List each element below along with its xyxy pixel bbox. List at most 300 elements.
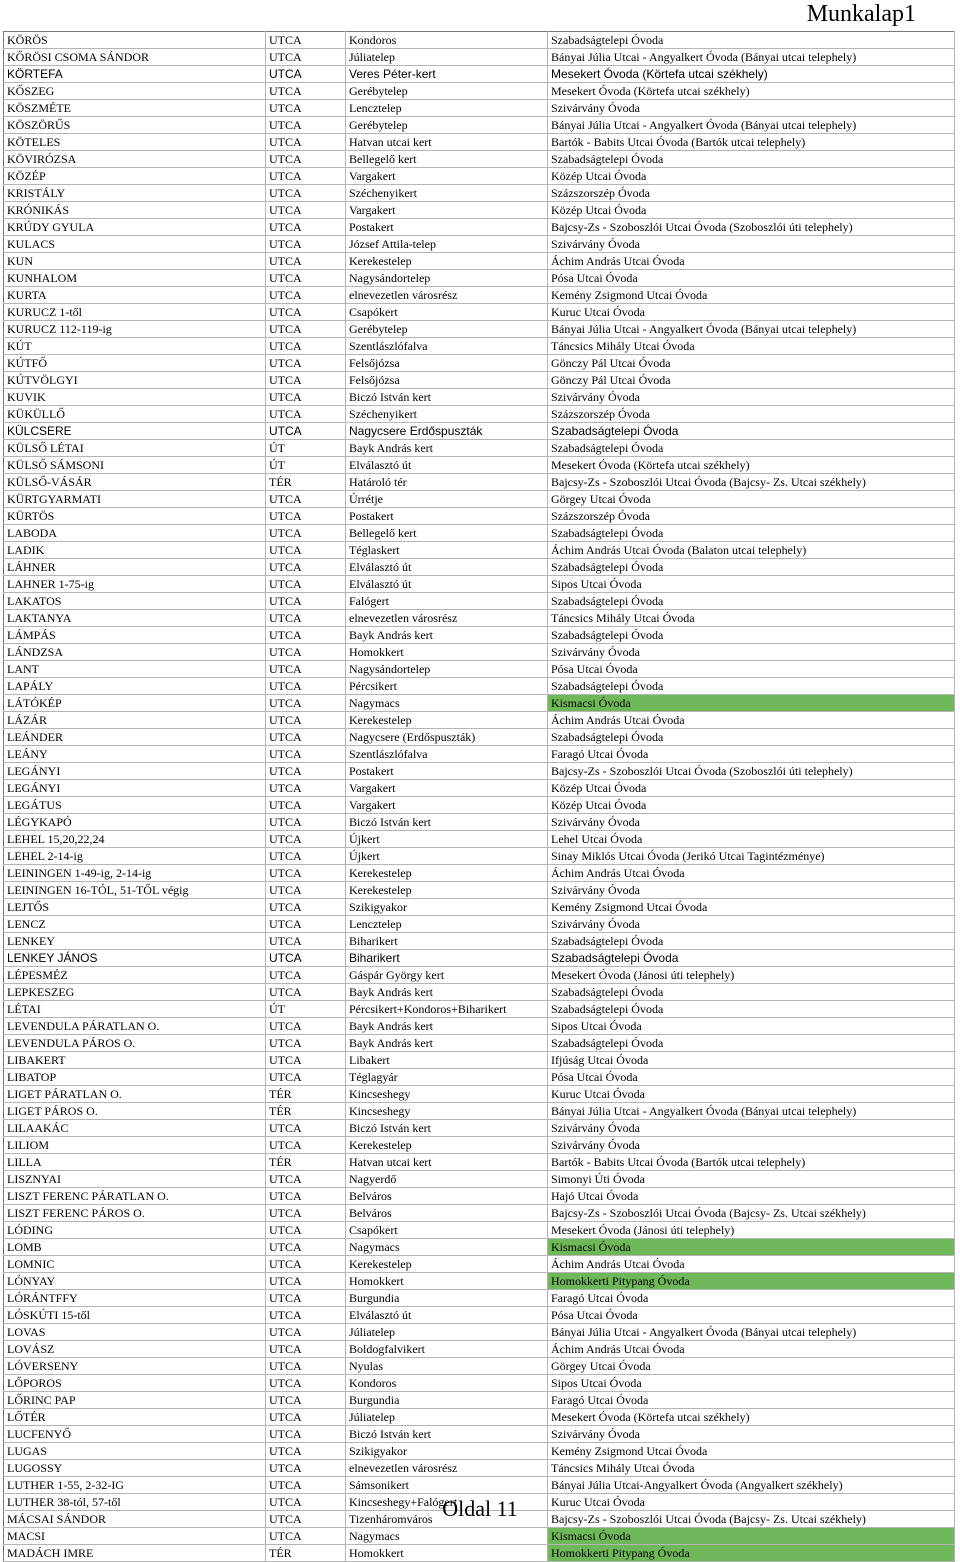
kindergarten-cell[interactable]: Ifjúság Utcai Óvoda — [548, 1052, 955, 1069]
street-cell[interactable]: LUGAS — [4, 1443, 266, 1460]
street-cell[interactable]: LUTHER 38-tól, 57-től — [4, 1494, 266, 1511]
street-cell[interactable]: LISZT FERENC PÁRATLAN O. — [4, 1188, 266, 1205]
district-cell[interactable]: Postakert — [346, 763, 548, 780]
kindergarten-cell[interactable]: Pósa Utcai Óvoda — [548, 661, 955, 678]
type-cell[interactable]: UTCA — [266, 1120, 346, 1137]
kindergarten-cell[interactable]: Szabadságtelepi Óvoda — [548, 950, 955, 967]
street-cell[interactable]: KÖSZÖRŰS — [4, 117, 266, 134]
kindergarten-cell[interactable]: Szivárvány Óvoda — [548, 882, 955, 899]
type-cell[interactable]: UTCA — [266, 1239, 346, 1256]
kindergarten-cell[interactable]: Faragó Utcai Óvoda — [548, 746, 955, 763]
kindergarten-cell[interactable]: Szivárvány Óvoda — [548, 916, 955, 933]
type-cell[interactable]: UTCA — [266, 491, 346, 508]
street-cell[interactable]: KRISTÁLY — [4, 185, 266, 202]
type-cell[interactable]: UTCA — [266, 1188, 346, 1205]
district-cell[interactable]: Kondoros — [346, 32, 548, 49]
type-cell[interactable]: UTCA — [266, 1494, 346, 1511]
kindergarten-cell[interactable]: Szabadságtelepi Óvoda — [548, 1001, 955, 1018]
street-cell[interactable]: KÖTELES — [4, 134, 266, 151]
kindergarten-cell[interactable]: Százszorszép Óvoda — [548, 508, 955, 525]
street-cell[interactable]: LEÁNDER — [4, 729, 266, 746]
kindergarten-cell[interactable]: Sipos Utcai Óvoda — [548, 1375, 955, 1392]
district-cell[interactable]: Pércsikert — [346, 678, 548, 695]
kindergarten-cell[interactable]: Görgey Utcai Óvoda — [548, 1358, 955, 1375]
kindergarten-cell[interactable]: Bányai Júlia Utcai - Angyalkert Óvoda (Bányai utcai telephely) — [548, 49, 955, 66]
district-cell[interactable]: Kerekestelep — [346, 865, 548, 882]
type-cell[interactable]: UTCA — [266, 406, 346, 423]
district-cell[interactable]: Homokkert — [346, 644, 548, 661]
kindergarten-cell[interactable]: Táncsics Mihály Utcai Óvoda — [548, 338, 955, 355]
kindergarten-cell[interactable]: Szabadságtelepi Óvoda — [548, 627, 955, 644]
street-cell[interactable]: KÖRÖS — [4, 32, 266, 49]
district-cell[interactable]: Kincseshegy — [346, 1103, 548, 1120]
type-cell[interactable]: UTCA — [266, 134, 346, 151]
type-cell[interactable]: UTCA — [266, 797, 346, 814]
district-cell[interactable]: Nagysándortelep — [346, 270, 548, 287]
street-cell[interactable]: LEGÁTUS — [4, 797, 266, 814]
district-cell[interactable]: Bayk András kert — [346, 1018, 548, 1035]
kindergarten-cell[interactable]: Bajcsy-Zs - Szoboszlói Utcai Óvoda (Bajcsy- Zs. Utcai székhely) — [548, 1511, 955, 1528]
street-cell[interactable]: KÖVIRÓZSA — [4, 151, 266, 168]
type-cell[interactable]: UTCA — [266, 831, 346, 848]
street-cell[interactable]: LOMB — [4, 1239, 266, 1256]
type-cell[interactable]: UTCA — [266, 32, 346, 49]
street-cell[interactable]: KULACS — [4, 236, 266, 253]
kindergarten-cell[interactable]: Bányai Júlia Utcai - Angyalkert Óvoda (Bányai utcai telephely) — [548, 1324, 955, 1341]
kindergarten-cell[interactable]: Mesekert Óvoda (Körtefa utcai székhely) — [548, 457, 955, 474]
street-cell[interactable]: LOVÁSZ — [4, 1341, 266, 1358]
district-cell[interactable]: Gerébytelep — [346, 83, 548, 100]
type-cell[interactable]: UTCA — [266, 270, 346, 287]
kindergarten-cell[interactable]: Százszorszép Óvoda — [548, 406, 955, 423]
type-cell[interactable]: UTCA — [266, 1273, 346, 1290]
kindergarten-cell[interactable]: Pósa Utcai Óvoda — [548, 1069, 955, 1086]
street-cell[interactable]: KURTA — [4, 287, 266, 304]
type-cell[interactable]: UTCA — [266, 576, 346, 593]
kindergarten-cell[interactable]: Százszorszép Óvoda — [548, 185, 955, 202]
street-cell[interactable]: LEHEL 15,20,22,24 — [4, 831, 266, 848]
type-cell[interactable]: UTCA — [266, 967, 346, 984]
street-cell[interactable]: KRÚDY GYULA — [4, 219, 266, 236]
type-cell[interactable]: UTCA — [266, 916, 346, 933]
street-cell[interactable]: LEVENDULA PÁRATLAN O. — [4, 1018, 266, 1035]
street-cell[interactable]: LAPÁLY — [4, 678, 266, 695]
street-cell[interactable]: LÓDING — [4, 1222, 266, 1239]
street-cell[interactable]: LÓSKÚTI 15-től — [4, 1307, 266, 1324]
district-cell[interactable]: Bayk András kert — [346, 1035, 548, 1052]
kindergarten-cell[interactable]: Sinay Miklós Utcai Óvoda (Jerikó Utcai Tagintézménye) — [548, 848, 955, 865]
street-cell[interactable]: LAKTANYA — [4, 610, 266, 627]
district-cell[interactable]: Vargakert — [346, 168, 548, 185]
type-cell[interactable]: UTCA — [266, 1528, 346, 1545]
type-cell[interactable]: UTCA — [266, 678, 346, 695]
type-cell[interactable]: UTCA — [266, 780, 346, 797]
type-cell[interactable]: UTCA — [266, 1290, 346, 1307]
type-cell[interactable]: UTCA — [266, 185, 346, 202]
type-cell[interactable]: UTCA — [266, 372, 346, 389]
kindergarten-cell[interactable]: Bajcsy-Zs - Szoboszlói Utcai Óvoda (Bajcsy- Zs. Utcai székhely) — [548, 1205, 955, 1222]
kindergarten-cell[interactable]: Áchim András Utcai Óvoda — [548, 253, 955, 270]
district-cell[interactable]: Falógert — [346, 593, 548, 610]
kindergarten-cell[interactable]: Bányai Júlia Utcai-Angyalkert Óvoda (Angyalkert székhely) — [548, 1477, 955, 1494]
kindergarten-cell[interactable]: Táncsics Mihály Utcai Óvoda — [548, 610, 955, 627]
kindergarten-cell[interactable]: Közép Utcai Óvoda — [548, 202, 955, 219]
street-cell[interactable]: LANT — [4, 661, 266, 678]
district-cell[interactable]: Nagycsere (Erdőspuszták) — [346, 729, 548, 746]
type-cell[interactable]: UTCA — [266, 1052, 346, 1069]
kindergarten-cell[interactable]: Szivárvány Óvoda — [548, 644, 955, 661]
kindergarten-cell[interactable]: Közép Utcai Óvoda — [548, 780, 955, 797]
type-cell[interactable]: UTCA — [266, 117, 346, 134]
district-cell[interactable]: Lencztelep — [346, 916, 548, 933]
street-cell[interactable]: LÁNDZSA — [4, 644, 266, 661]
district-cell[interactable]: Kerekestelep — [346, 882, 548, 899]
district-cell[interactable]: Nagymacs — [346, 1239, 548, 1256]
type-cell[interactable]: UTCA — [266, 627, 346, 644]
street-cell[interactable]: LŐPOROS — [4, 1375, 266, 1392]
kindergarten-cell[interactable]: Mesekert Óvoda (Körtefa utcai székhely) — [548, 66, 955, 83]
kindergarten-cell[interactable]: Kismacsi Óvoda — [548, 1239, 955, 1256]
kindergarten-cell[interactable]: Pósa Utcai Óvoda — [548, 1307, 955, 1324]
type-cell[interactable]: UTCA — [266, 1341, 346, 1358]
type-cell[interactable]: UTCA — [266, 661, 346, 678]
district-cell[interactable]: Lencztelep — [346, 100, 548, 117]
district-cell[interactable]: Postakert — [346, 508, 548, 525]
type-cell[interactable]: UTCA — [266, 1477, 346, 1494]
type-cell[interactable]: UTCA — [266, 338, 346, 355]
street-cell[interactable]: LEGÁNYI — [4, 780, 266, 797]
street-cell[interactable]: LIBATOP — [4, 1069, 266, 1086]
street-cell[interactable]: KÜLSŐ LÉTAI — [4, 440, 266, 457]
type-cell[interactable]: TÉR — [266, 1545, 346, 1562]
type-cell[interactable]: UTCA — [266, 1511, 346, 1528]
district-cell[interactable]: Csapókert — [346, 1222, 548, 1239]
type-cell[interactable]: UTCA — [266, 1375, 346, 1392]
type-cell[interactable]: UTCA — [266, 151, 346, 168]
district-cell[interactable]: Széchenyikert — [346, 406, 548, 423]
type-cell[interactable]: UTCA — [266, 1171, 346, 1188]
street-cell[interactable]: LOVAS — [4, 1324, 266, 1341]
street-cell[interactable]: KÖSZMÉTE — [4, 100, 266, 117]
district-cell[interactable]: Határoló tér — [346, 474, 548, 491]
kindergarten-cell[interactable]: Áchim András Utcai Óvoda (Balaton utcai telephely) — [548, 542, 955, 559]
district-cell[interactable]: Kincseshegy — [346, 1086, 548, 1103]
district-cell[interactable]: Biczó István kert — [346, 389, 548, 406]
street-cell[interactable]: LABODA — [4, 525, 266, 542]
district-cell[interactable]: elnevezetlen városrész — [346, 610, 548, 627]
type-cell[interactable]: UTCA — [266, 83, 346, 100]
type-cell[interactable]: UTCA — [266, 1426, 346, 1443]
kindergarten-cell[interactable]: Szabadságtelepi Óvoda — [548, 984, 955, 1001]
district-cell[interactable]: Belváros — [346, 1205, 548, 1222]
kindergarten-cell[interactable]: Közép Utcai Óvoda — [548, 168, 955, 185]
district-cell[interactable]: Tizenháromváros — [346, 1511, 548, 1528]
district-cell[interactable]: Téglagyár — [346, 1069, 548, 1086]
kindergarten-cell[interactable]: Faragó Utcai Óvoda — [548, 1290, 955, 1307]
district-cell[interactable]: Postakert — [346, 219, 548, 236]
type-cell[interactable]: UTCA — [266, 1205, 346, 1222]
street-cell[interactable]: MACSI — [4, 1528, 266, 1545]
street-cell[interactable]: KUN — [4, 253, 266, 270]
district-cell[interactable]: Nyulas — [346, 1358, 548, 1375]
type-cell[interactable]: UTCA — [266, 236, 346, 253]
type-cell[interactable]: ÚT — [266, 457, 346, 474]
street-cell[interactable]: LAHNER 1-75-ig — [4, 576, 266, 593]
type-cell[interactable]: ÚT — [266, 440, 346, 457]
type-cell[interactable]: TÉR — [266, 1086, 346, 1103]
type-cell[interactable]: UTCA — [266, 559, 346, 576]
kindergarten-cell[interactable]: Pósa Utcai Óvoda — [548, 270, 955, 287]
district-cell[interactable]: Nagysándortelep — [346, 661, 548, 678]
street-cell[interactable]: LUCFENYŐ — [4, 1426, 266, 1443]
district-cell[interactable]: Hatvan utcai kert — [346, 1154, 548, 1171]
type-cell[interactable]: UTCA — [266, 712, 346, 729]
type-cell[interactable]: TÉR — [266, 1154, 346, 1171]
street-cell[interactable]: LUTHER 1-55, 2-32-IG — [4, 1477, 266, 1494]
kindergarten-cell[interactable]: Bartók - Babits Utcai Óvoda (Bartók utcai telephely) — [548, 134, 955, 151]
kindergarten-cell[interactable]: Szabadságtelepi Óvoda — [548, 593, 955, 610]
kindergarten-cell[interactable]: Bajcsy-Zs - Szoboszlói Utcai Óvoda (Szoboszlói úti telephely) — [548, 219, 955, 236]
type-cell[interactable]: UTCA — [266, 593, 346, 610]
type-cell[interactable]: UTCA — [266, 1256, 346, 1273]
kindergarten-cell[interactable]: Áchim András Utcai Óvoda — [548, 712, 955, 729]
district-cell[interactable]: Burgundia — [346, 1290, 548, 1307]
kindergarten-cell[interactable]: Kuruc Utcai Óvoda — [548, 1086, 955, 1103]
street-cell[interactable]: LENCZ — [4, 916, 266, 933]
district-cell[interactable]: Újkert — [346, 831, 548, 848]
kindergarten-cell[interactable]: Bányai Júlia Utcai - Angyalkert Óvoda (Bányai utcai telephely) — [548, 117, 955, 134]
district-cell[interactable]: Bellegelő kert — [346, 151, 548, 168]
district-cell[interactable]: Biharikert — [346, 950, 548, 967]
district-cell[interactable]: Vargakert — [346, 797, 548, 814]
street-cell[interactable]: LENKEY — [4, 933, 266, 950]
district-cell[interactable]: Elválasztó út — [346, 1307, 548, 1324]
kindergarten-cell[interactable]: Kismacsi Óvoda — [548, 1528, 955, 1545]
type-cell[interactable]: UTCA — [266, 1018, 346, 1035]
type-cell[interactable]: UTCA — [266, 304, 346, 321]
district-cell[interactable]: elnevezetlen városrész — [346, 287, 548, 304]
district-cell[interactable]: Újkert — [346, 848, 548, 865]
kindergarten-cell[interactable]: Szabadságtelepi Óvoda — [548, 440, 955, 457]
district-cell[interactable]: Biharikert — [346, 933, 548, 950]
kindergarten-cell[interactable]: Kuruc Utcai Óvoda — [548, 304, 955, 321]
district-cell[interactable]: Homokkert — [346, 1273, 548, 1290]
district-cell[interactable]: Bellegelő kert — [346, 525, 548, 542]
kindergarten-cell[interactable]: Szivárvány Óvoda — [548, 1137, 955, 1154]
street-cell[interactable]: LÓRÁNTFFY — [4, 1290, 266, 1307]
district-cell[interactable]: Gáspár György kert — [346, 967, 548, 984]
street-cell[interactable]: LÁMPÁS — [4, 627, 266, 644]
type-cell[interactable]: UTCA — [266, 763, 346, 780]
kindergarten-cell[interactable]: Szivárvány Óvoda — [548, 814, 955, 831]
street-cell[interactable]: KÖRTEFA — [4, 66, 266, 83]
kindergarten-cell[interactable]: Közép Utcai Óvoda — [548, 797, 955, 814]
kindergarten-cell[interactable]: Gönczy Pál Utcai Óvoda — [548, 355, 955, 372]
type-cell[interactable]: UTCA — [266, 100, 346, 117]
street-cell[interactable]: LADIK — [4, 542, 266, 559]
district-cell[interactable]: Szikigyakor — [346, 1443, 548, 1460]
district-cell[interactable]: Homokkert — [346, 1545, 548, 1562]
type-cell[interactable]: UTCA — [266, 882, 346, 899]
kindergarten-cell[interactable]: Szivárvány Óvoda — [548, 236, 955, 253]
type-cell[interactable]: UTCA — [266, 644, 346, 661]
type-cell[interactable]: UTCA — [266, 355, 346, 372]
district-cell[interactable]: Biczó István kert — [346, 814, 548, 831]
street-cell[interactable]: LISZNYAI — [4, 1171, 266, 1188]
kindergarten-cell[interactable]: Mesekert Óvoda (Körtefa utcai székhely) — [548, 1409, 955, 1426]
district-cell[interactable]: Júliatelep — [346, 1324, 548, 1341]
street-cell[interactable]: LIGET PÁROS O. — [4, 1103, 266, 1120]
kindergarten-cell[interactable]: Szivárvány Óvoda — [548, 389, 955, 406]
district-cell[interactable]: Vargakert — [346, 780, 548, 797]
street-cell[interactable]: KÚT — [4, 338, 266, 355]
street-cell[interactable]: LEÁNY — [4, 746, 266, 763]
street-cell[interactable]: KÚTVÖLGYI — [4, 372, 266, 389]
district-cell[interactable]: Hatvan utcai kert — [346, 134, 548, 151]
district-cell[interactable]: Széchenyikert — [346, 185, 548, 202]
kindergarten-cell[interactable]: Bajcsy-Zs - Szoboszlói Utcai Óvoda (Bajcsy- Zs. Utcai székhely) — [548, 474, 955, 491]
street-cell[interactable]: MADÁCH IMRE — [4, 1545, 266, 1562]
type-cell[interactable]: ÚT — [266, 1001, 346, 1018]
kindergarten-cell[interactable]: Áchim András Utcai Óvoda — [548, 865, 955, 882]
street-cell[interactable]: KÖZÉP — [4, 168, 266, 185]
type-cell[interactable]: UTCA — [266, 1307, 346, 1324]
street-cell[interactable]: LÉTAI — [4, 1001, 266, 1018]
type-cell[interactable]: UTCA — [266, 933, 346, 950]
district-cell[interactable]: Bayk András kert — [346, 627, 548, 644]
street-cell[interactable]: LÁTÓKÉP — [4, 695, 266, 712]
street-cell[interactable]: KRÓNIKÁS — [4, 202, 266, 219]
street-cell[interactable]: KUVIK — [4, 389, 266, 406]
type-cell[interactable]: UTCA — [266, 389, 346, 406]
type-cell[interactable]: UTCA — [266, 66, 346, 83]
street-cell[interactable]: LEHEL 2-14-ig — [4, 848, 266, 865]
kindergarten-cell[interactable]: Hajó Utcai Óvoda — [548, 1188, 955, 1205]
street-cell[interactable]: KUNHALOM — [4, 270, 266, 287]
street-cell[interactable]: LUGOSSY — [4, 1460, 266, 1477]
street-cell[interactable]: KÜLSŐ SÁMSONI — [4, 457, 266, 474]
street-cell[interactable]: LEPKESZEG — [4, 984, 266, 1001]
district-cell[interactable]: Vargakert — [346, 202, 548, 219]
district-cell[interactable]: Elválasztó út — [346, 457, 548, 474]
district-cell[interactable]: Boldogfalvikert — [346, 1341, 548, 1358]
district-cell[interactable]: Téglaskert — [346, 542, 548, 559]
street-cell[interactable]: LÓVERSENY — [4, 1358, 266, 1375]
kindergarten-cell[interactable]: Lehel Utcai Óvoda — [548, 831, 955, 848]
kindergarten-cell[interactable]: Bartók - Babits Utcai Óvoda (Bartók utcai telephely) — [548, 1154, 955, 1171]
street-cell[interactable]: LEININGEN 1-49-ig, 2-14-ig — [4, 865, 266, 882]
street-cell[interactable]: LÉPESMÉZ — [4, 967, 266, 984]
street-cell[interactable]: KŐRÖSI CSOMA SÁNDOR — [4, 49, 266, 66]
district-cell[interactable]: Nagycsere Erdőspuszták — [346, 423, 548, 440]
kindergarten-cell[interactable]: Bajcsy-Zs - Szoboszlói Utcai Óvoda (Szoboszlói úti telephely) — [548, 763, 955, 780]
kindergarten-cell[interactable]: Sipos Utcai Óvoda — [548, 576, 955, 593]
street-cell[interactable]: KÚTFŐ — [4, 355, 266, 372]
type-cell[interactable]: UTCA — [266, 287, 346, 304]
kindergarten-cell[interactable]: Szivárvány Óvoda — [548, 1426, 955, 1443]
kindergarten-cell[interactable]: Szabadságtelepi Óvoda — [548, 151, 955, 168]
district-cell[interactable]: Júliatelep — [346, 49, 548, 66]
type-cell[interactable]: UTCA — [266, 1324, 346, 1341]
district-cell[interactable]: Veres Péter-kert — [346, 66, 548, 83]
street-cell[interactable]: MÁCSAI SÁNDOR — [4, 1511, 266, 1528]
district-cell[interactable]: Szikigyakor — [346, 899, 548, 916]
kindergarten-cell[interactable]: Sipos Utcai Óvoda — [548, 1018, 955, 1035]
street-cell[interactable]: LÁZÁR — [4, 712, 266, 729]
type-cell[interactable]: UTCA — [266, 899, 346, 916]
street-cell[interactable]: KURUCZ 112-119-ig — [4, 321, 266, 338]
street-cell[interactable]: LIBAKERT — [4, 1052, 266, 1069]
kindergarten-cell[interactable]: Bányai Júlia Utcai - Angyalkert Óvoda (Bányai utcai telephely) — [548, 1103, 955, 1120]
street-cell[interactable]: LOMNIC — [4, 1256, 266, 1273]
type-cell[interactable]: UTCA — [266, 729, 346, 746]
street-cell[interactable]: LILIOM — [4, 1137, 266, 1154]
kindergarten-cell[interactable]: Kemény Zsigmond Utcai Óvoda — [548, 287, 955, 304]
type-cell[interactable]: UTCA — [266, 1392, 346, 1409]
type-cell[interactable]: UTCA — [266, 321, 346, 338]
district-cell[interactable]: Kondoros — [346, 1375, 548, 1392]
district-cell[interactable]: Burgundia — [346, 1392, 548, 1409]
district-cell[interactable]: Kincseshegy+Falógert — [346, 1494, 548, 1511]
district-cell[interactable]: Nagymacs — [346, 695, 548, 712]
type-cell[interactable]: UTCA — [266, 1035, 346, 1052]
street-cell[interactable]: KÜKÜLLŐ — [4, 406, 266, 423]
district-cell[interactable]: Júliatelep — [346, 1409, 548, 1426]
street-cell[interactable]: LEGÁNYI — [4, 763, 266, 780]
kindergarten-cell[interactable]: Áchim András Utcai Óvoda — [548, 1256, 955, 1273]
type-cell[interactable]: UTCA — [266, 1137, 346, 1154]
district-cell[interactable]: Kerekestelep — [346, 712, 548, 729]
street-cell[interactable]: LEJTŐS — [4, 899, 266, 916]
kindergarten-cell[interactable]: Faragó Utcai Óvoda — [548, 1392, 955, 1409]
street-cell[interactable]: LIGET PÁRATLAN O. — [4, 1086, 266, 1103]
type-cell[interactable]: UTCA — [266, 219, 346, 236]
type-cell[interactable]: UTCA — [266, 508, 346, 525]
kindergarten-cell[interactable]: Homokkerti Pitypang Óvoda — [548, 1273, 955, 1290]
kindergarten-cell[interactable]: Szabadságtelepi Óvoda — [548, 525, 955, 542]
kindergarten-cell[interactable]: Szabadságtelepi Óvoda — [548, 933, 955, 950]
type-cell[interactable]: UTCA — [266, 168, 346, 185]
district-cell[interactable]: elnevezetlen városrész — [346, 1460, 548, 1477]
type-cell[interactable]: UTCA — [266, 695, 346, 712]
type-cell[interactable]: UTCA — [266, 1222, 346, 1239]
kindergarten-cell[interactable]: Mesekert Óvoda (Körtefa utcai székhely) — [548, 83, 955, 100]
district-cell[interactable]: Kerekestelep — [346, 253, 548, 270]
street-cell[interactable]: LILLA — [4, 1154, 266, 1171]
type-cell[interactable]: UTCA — [266, 1358, 346, 1375]
street-cell[interactable]: LISZT FERENC PÁROS O. — [4, 1205, 266, 1222]
type-cell[interactable]: TÉR — [266, 474, 346, 491]
district-cell[interactable]: Gerébytelep — [346, 321, 548, 338]
district-cell[interactable]: Bayk András kert — [346, 440, 548, 457]
kindergarten-cell[interactable]: Görgey Utcai Óvoda — [548, 491, 955, 508]
type-cell[interactable]: UTCA — [266, 1460, 346, 1477]
district-cell[interactable]: Belváros — [346, 1188, 548, 1205]
kindergarten-cell[interactable]: Szivárvány Óvoda — [548, 1120, 955, 1137]
street-cell[interactable]: KÜLSŐ-VÁSÁR — [4, 474, 266, 491]
type-cell[interactable]: UTCA — [266, 542, 346, 559]
district-cell[interactable]: Gerébytelep — [346, 117, 548, 134]
district-cell[interactable]: Szentlászlófalva — [346, 746, 548, 763]
kindergarten-cell[interactable]: Kuruc Utcai Óvoda — [548, 1494, 955, 1511]
kindergarten-cell[interactable]: Kemény Zsigmond Utcai Óvoda — [548, 899, 955, 916]
district-cell[interactable]: Biczó István kert — [346, 1120, 548, 1137]
district-cell[interactable]: Felsőjózsa — [346, 372, 548, 389]
type-cell[interactable]: TÉR — [266, 1103, 346, 1120]
type-cell[interactable]: UTCA — [266, 865, 346, 882]
type-cell[interactable]: UTCA — [266, 525, 346, 542]
district-cell[interactable]: Kerekestelep — [346, 1137, 548, 1154]
